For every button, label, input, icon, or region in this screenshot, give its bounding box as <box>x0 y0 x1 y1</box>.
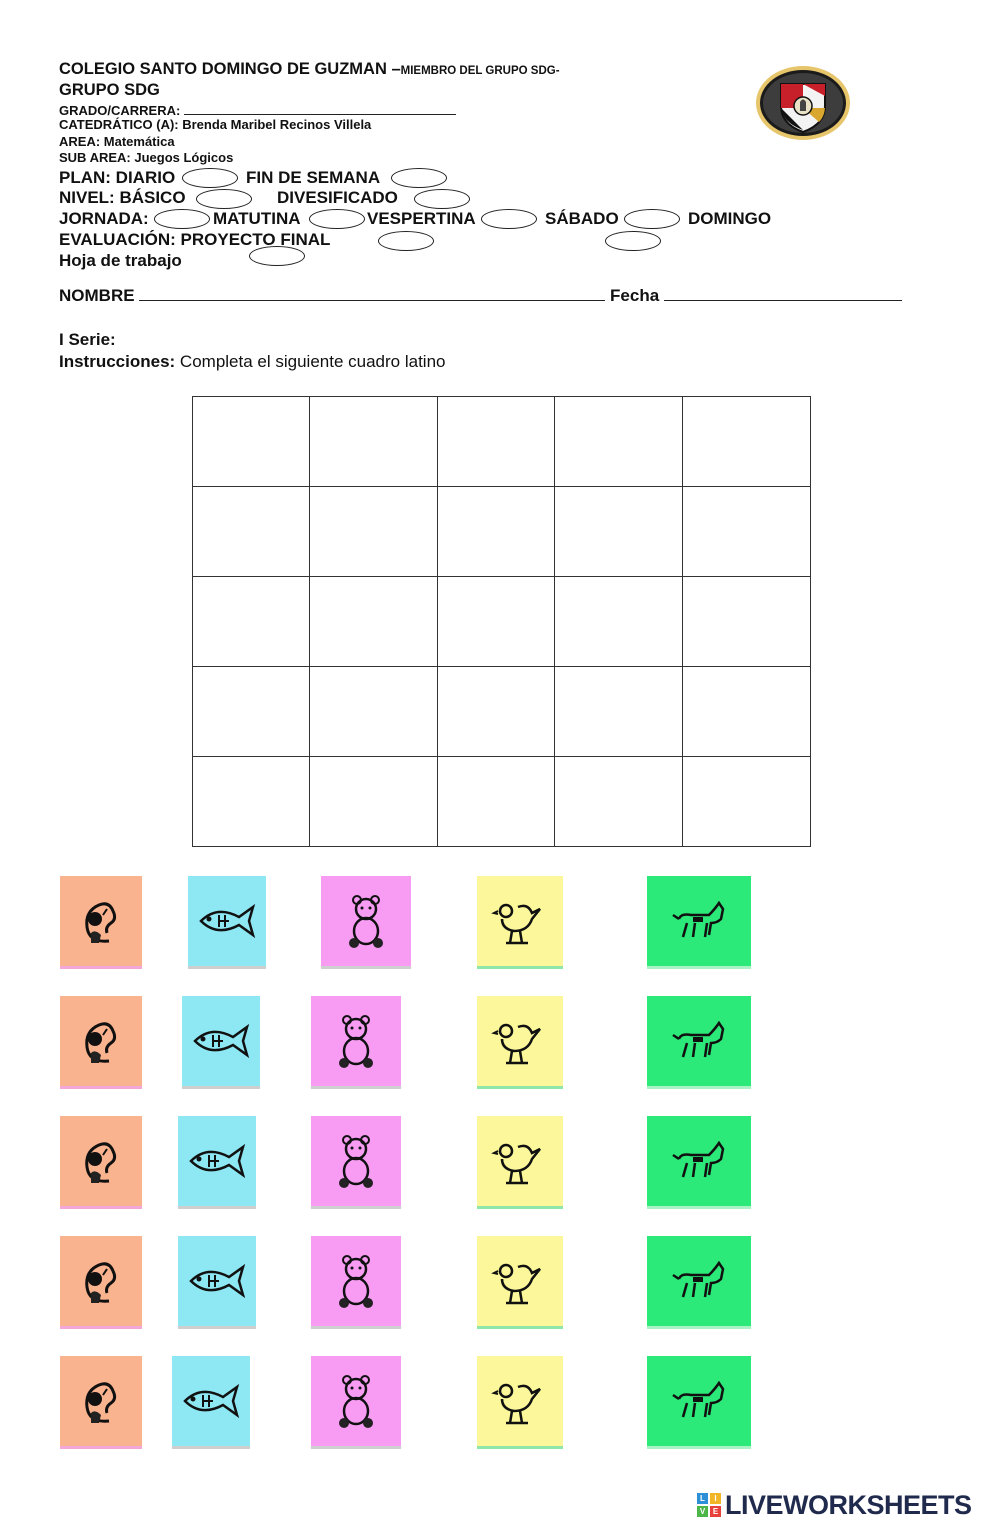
tile-edge <box>311 1326 401 1329</box>
jornada-label: JORNADA: <box>59 209 149 228</box>
grid-row <box>193 757 811 847</box>
grid-cell[interactable] <box>193 577 310 667</box>
sabado-label: SÁBADO <box>545 209 619 228</box>
tile-edge <box>182 1086 260 1089</box>
animal-tile[interactable] <box>477 876 563 966</box>
matutina-option[interactable] <box>309 209 365 229</box>
hoja-label: Hoja de trabajo <box>59 251 182 270</box>
tile-edge <box>477 1086 563 1089</box>
fish-icon <box>189 1009 253 1073</box>
grado-field[interactable] <box>59 100 456 118</box>
fin-semana-label: FIN DE SEMANA <box>246 168 381 187</box>
grid-cell[interactable] <box>438 577 555 667</box>
latin-square-grid <box>192 396 811 847</box>
tile-edge <box>178 1206 256 1209</box>
animal-tile[interactable] <box>321 876 411 966</box>
liveworksheets-wordmark: LIVEWORKSHEETS <box>725 1489 972 1520</box>
grid-cell[interactable] <box>555 667 683 757</box>
diversificado-label: DIVESIFICADO <box>277 188 398 207</box>
squirrel-icon <box>69 889 133 953</box>
vespertina-label: VESPERTINA <box>367 209 476 228</box>
tile-edge <box>311 1206 401 1209</box>
grado-label: GRADO/CARRERA: <box>59 103 184 118</box>
teddy-bear-icon <box>324 1009 388 1073</box>
grid-row <box>193 487 811 577</box>
animal-tile[interactable] <box>178 1236 256 1326</box>
grid-cell[interactable] <box>683 397 811 487</box>
grid-row <box>193 577 811 667</box>
tile-edge <box>172 1446 250 1449</box>
catedratico-label: CATEDRÁTICO (A): Brenda Maribel Recinos Villela <box>59 117 372 132</box>
instructions-text: Completa el siguiente cuadro latino <box>175 352 446 371</box>
grid-cell[interactable] <box>438 757 555 847</box>
animal-tile[interactable] <box>172 1356 250 1446</box>
animal-tile[interactable] <box>311 1116 401 1206</box>
instructions <box>59 352 445 372</box>
grid-row <box>193 667 811 757</box>
evaluacion-option[interactable] <box>378 231 434 251</box>
grid-cell[interactable] <box>310 397 438 487</box>
liveworksheets-badge <box>697 1493 721 1517</box>
animal-tile[interactable] <box>647 876 751 966</box>
animal-tile[interactable] <box>477 1116 563 1206</box>
tile-edge <box>188 966 266 969</box>
instructions-label: Instrucciones: <box>59 352 176 371</box>
dog-icon <box>667 1249 731 1313</box>
tile-edge <box>311 1086 401 1089</box>
tile-edge <box>647 1086 751 1089</box>
school-name <box>59 60 560 79</box>
grid-cell[interactable] <box>683 577 811 667</box>
tile-edge <box>178 1326 256 1329</box>
animal-tile[interactable] <box>311 1236 401 1326</box>
matutina-label: MATUTINA <box>213 209 301 228</box>
animal-tile[interactable] <box>60 996 142 1086</box>
grid-cell[interactable] <box>683 667 811 757</box>
animal-tile[interactable] <box>60 1356 142 1446</box>
grid-cell[interactable] <box>555 577 683 667</box>
badge-letter: V <box>697 1506 708 1517</box>
hoja-option[interactable] <box>249 246 305 266</box>
fecha-label: Fecha <box>610 286 660 305</box>
badge-letter: I <box>710 1493 721 1504</box>
animal-tile[interactable] <box>311 1356 401 1446</box>
animal-tile[interactable] <box>178 1116 256 1206</box>
grado-blank[interactable] <box>184 100 456 115</box>
animal-tile[interactable] <box>477 996 563 1086</box>
tile-edge <box>647 1326 751 1329</box>
fish-icon <box>195 889 259 953</box>
tile-edge <box>477 1206 563 1209</box>
fin-semana-option[interactable] <box>391 168 447 188</box>
domingo-label: DOMINGO <box>688 209 772 228</box>
dog-icon <box>667 1009 731 1073</box>
badge-letter: E <box>710 1506 721 1517</box>
school-title: COLEGIO SANTO DOMINGO DE GUZMAN – <box>59 60 401 78</box>
animal-tile[interactable] <box>647 996 751 1086</box>
tile-edge <box>60 1326 142 1329</box>
vespertina-option[interactable] <box>481 209 537 229</box>
sabado-option[interactable] <box>624 209 680 229</box>
grid-cell[interactable] <box>193 397 310 487</box>
grid-cell[interactable] <box>555 487 683 577</box>
dog-icon <box>667 1129 731 1193</box>
tile-edge <box>60 1446 142 1449</box>
animal-tile[interactable] <box>60 1116 142 1206</box>
area-label: AREA: Matemática <box>59 134 175 149</box>
badge-letter: L <box>697 1493 708 1504</box>
animal-tile[interactable] <box>311 996 401 1086</box>
grid-cell[interactable] <box>310 667 438 757</box>
plan-diario-option[interactable] <box>182 168 238 188</box>
grid-cell[interactable] <box>310 757 438 847</box>
school-crest-icon <box>754 64 852 142</box>
grid-cell[interactable] <box>193 487 310 577</box>
animal-tile[interactable] <box>60 876 142 966</box>
teddy-bear-icon <box>324 1129 388 1193</box>
animal-tile[interactable] <box>477 1356 563 1446</box>
nombre-label: NOMBRE <box>59 286 135 305</box>
grid-cell[interactable] <box>193 667 310 757</box>
tile-edge <box>477 1446 563 1449</box>
grid-cell[interactable] <box>193 757 310 847</box>
grid-row <box>193 397 811 487</box>
bird-icon <box>488 1009 552 1073</box>
tile-edge <box>60 1086 142 1089</box>
animal-tile[interactable] <box>647 1236 751 1326</box>
grid-cell[interactable] <box>438 397 555 487</box>
dog-icon <box>667 889 731 953</box>
fecha-blank[interactable] <box>664 286 902 301</box>
grid-cell[interactable] <box>310 577 438 667</box>
animal-tile[interactable] <box>477 1236 563 1326</box>
tile-edge <box>477 966 563 969</box>
nivel-basico-option[interactable] <box>196 189 252 209</box>
squirrel-icon <box>69 1009 133 1073</box>
tile-edge <box>60 966 142 969</box>
tile-edge <box>60 1206 142 1209</box>
animal-tile[interactable] <box>188 876 266 966</box>
squirrel-icon <box>69 1249 133 1313</box>
teddy-bear-icon <box>324 1369 388 1433</box>
squirrel-icon <box>69 1369 133 1433</box>
nombre-blank[interactable] <box>139 286 605 301</box>
member-label: MIEMBRO DEL GRUPO SDG- <box>400 65 560 77</box>
teddy-bear-icon <box>324 1249 388 1313</box>
fish-icon <box>185 1249 249 1313</box>
grid-cell[interactable] <box>683 757 811 847</box>
tile-edge <box>477 1326 563 1329</box>
animal-tile[interactable] <box>182 996 260 1086</box>
grid-cell[interactable] <box>438 487 555 577</box>
tile-edge <box>321 966 411 969</box>
tile-edge <box>647 1206 751 1209</box>
serie-title: I Serie: <box>59 330 116 349</box>
grid-cell[interactable] <box>310 487 438 577</box>
bird-icon <box>488 889 552 953</box>
grid-cell[interactable] <box>438 667 555 757</box>
bird-icon <box>488 1129 552 1193</box>
subarea-label: SUB AREA: Juegos Lógicos <box>59 150 234 165</box>
domingo-option[interactable] <box>605 231 661 251</box>
diversificado-option[interactable] <box>414 189 470 209</box>
grid-cell[interactable] <box>683 487 811 577</box>
animal-tile[interactable] <box>60 1236 142 1326</box>
liveworksheets-logo <box>697 1490 997 1520</box>
bird-icon <box>488 1249 552 1313</box>
animal-tile[interactable] <box>647 1116 751 1206</box>
group-label: GRUPO SDG <box>59 81 160 99</box>
evaluacion-label: EVALUACIÓN: PROYECTO FINAL <box>59 230 331 249</box>
tile-edge <box>647 966 751 969</box>
plan-diario-label: PLAN: DIARIO <box>59 168 176 187</box>
jornada-option[interactable] <box>154 209 210 229</box>
tile-edge <box>647 1446 751 1449</box>
grid-cell[interactable] <box>555 757 683 847</box>
animal-tile[interactable] <box>647 1356 751 1446</box>
dog-icon <box>667 1369 731 1433</box>
nombre-field[interactable] <box>59 286 902 306</box>
fish-icon <box>185 1129 249 1193</box>
squirrel-icon <box>69 1129 133 1193</box>
nivel-basico-label: NIVEL: BÁSICO <box>59 188 186 207</box>
grid-cell[interactable] <box>555 397 683 487</box>
bird-icon <box>488 1369 552 1433</box>
fish-icon <box>179 1369 243 1433</box>
tile-edge <box>311 1446 401 1449</box>
teddy-bear-icon <box>334 889 398 953</box>
